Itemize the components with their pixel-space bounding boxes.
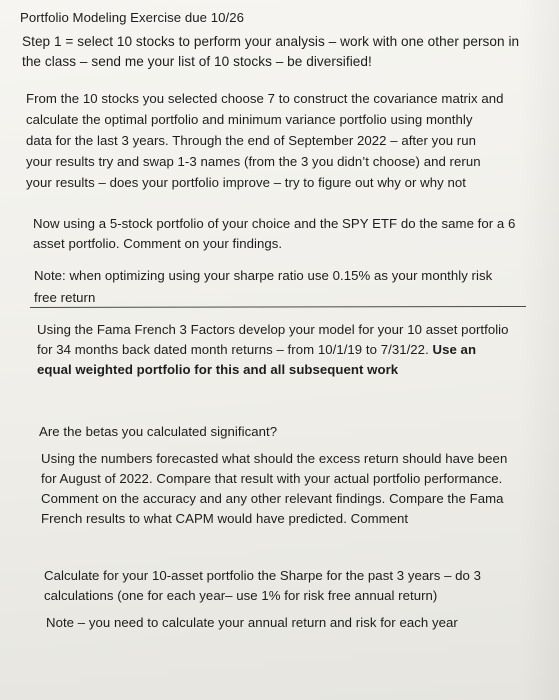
- annual-return-note: Note – you need to calculate your annual return and risk for each year: [46, 615, 458, 630]
- text-line: Using the numbers forecasted what should the excess return should have been: [41, 451, 508, 466]
- text-line: the class – send me your list of 10 stocks – be diversified!: [22, 54, 372, 69]
- text-span: for 34 months back dated month returns – from 10/1/19 to 7/31/22.: [37, 342, 433, 357]
- text-line: your results – does your portfolio improve – try to figure out why or why not: [26, 175, 466, 190]
- spy-paragraph: [33, 214, 515, 254]
- text-line: From the 10 stocks you selected choose 7 to construct the covariance matrix and: [26, 91, 504, 106]
- document-title: Portfolio Modeling Exercise due 10/26: [20, 10, 244, 25]
- text-line: Now using a 5-stock portfolio of your choice and the SPY ETF do the same for a 6: [33, 216, 516, 231]
- text-line: calculations (one for each year– use 1% for risk free annual return): [44, 588, 438, 603]
- text-line: French results to what CAPM would have predicted. Comment: [41, 511, 409, 526]
- text-line: your results try and swap 1-3 names (from the 3 you didn’t choose) and rerun: [26, 154, 481, 169]
- text-line: data for the last 3 years. Through the end of September 2022 – after you run: [26, 133, 477, 148]
- text-line: Using the Fama French 3 Factors develop your model for your 10 asset portfolio: [37, 322, 509, 337]
- forecast-paragraph: [41, 449, 507, 529]
- text-line: calculate the optimal portfolio and minimum variance portfolio using monthly: [26, 112, 473, 127]
- text-line: free return: [34, 290, 96, 305]
- text-line: Step 1 = select 10 stocks to perform your analysis – work with one other person in: [22, 34, 520, 49]
- text-line: Comment on the accuracy and any other relevant findings. Compare the Fama: [41, 491, 504, 506]
- text-line: asset portfolio. Comment on your findings.: [33, 236, 283, 251]
- page-shading: [519, 0, 559, 700]
- fama-french-paragraph: [37, 320, 509, 380]
- text-line: equal weighted portfolio for this and all subsequent work: [37, 362, 399, 377]
- sharpe-calculation-paragraph: [44, 566, 481, 606]
- step1-paragraph: [22, 32, 519, 72]
- bold-text-span: Use an: [432, 342, 477, 357]
- betas-question: Are the betas you calculated significant?: [39, 424, 278, 439]
- text-line: for August of 2022. Compare that result with your actual portfolio performance.: [41, 471, 503, 486]
- text-line: [37, 340, 509, 360]
- text-line: Calculate for your 10-asset portfolio the Sharpe for the past 3 years – do 3: [44, 568, 482, 583]
- sharpe-note-paragraph: [34, 265, 492, 309]
- text-line: Note: when optimizing using your sharpe ratio use 0.15% as your monthly risk: [34, 268, 493, 283]
- covariance-paragraph: [26, 88, 503, 193]
